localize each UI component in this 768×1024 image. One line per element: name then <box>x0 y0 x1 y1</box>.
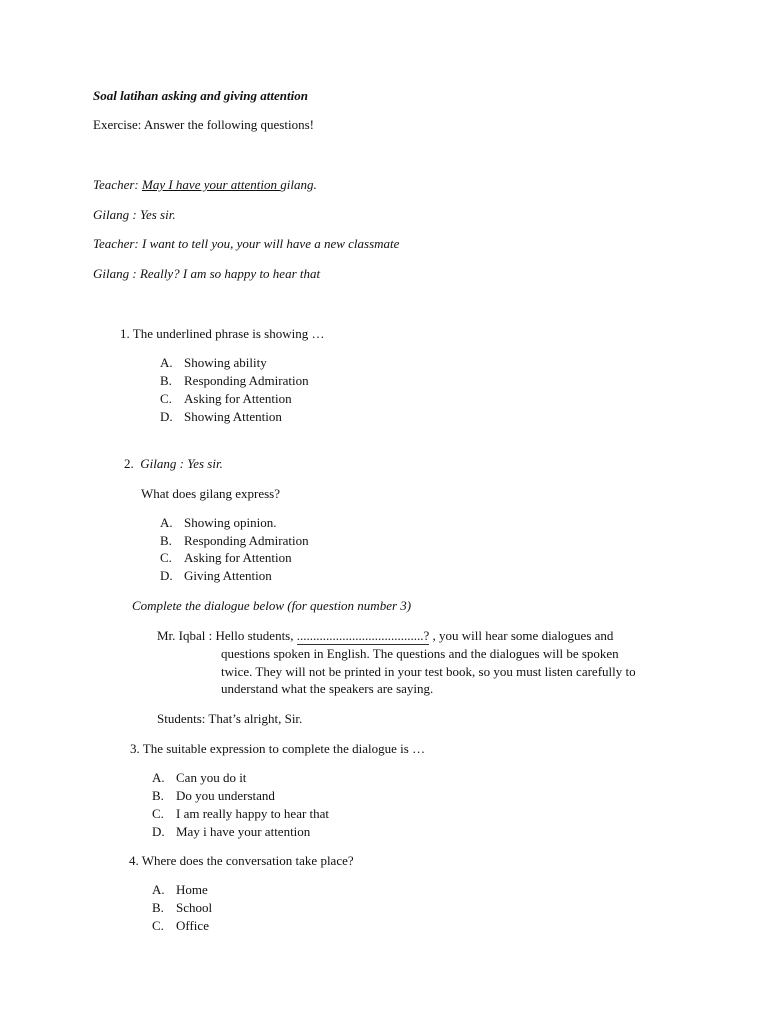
iqbal-line-2: questions spoken in English. The questions and the dialogues will be spoken <box>221 646 619 661</box>
dialogue-line-3: Teacher: I want to tell you, your will have a new classmate <box>93 236 400 251</box>
option-2d: D. Giving Attention <box>160 568 272 583</box>
question-4: 4. Where does the conversation take place? <box>129 853 354 868</box>
option-4a: A. Home <box>152 882 208 897</box>
question-1: 1. The underlined phrase is showing … <box>120 326 325 341</box>
underlined-phrase: May I have your attention <box>142 177 281 192</box>
option-2b: B. Responding Admiration <box>160 533 309 548</box>
option-2a: A. Showing opinion. <box>160 515 277 530</box>
question-2-quote: 2. Gilang : Yes sir. <box>124 456 223 471</box>
dialogue-line-4: Gilang : Really? I am so happy to hear that <box>93 266 321 281</box>
question-2: What does gilang express? <box>141 486 280 501</box>
page-title: Soal latihan asking and giving attention <box>93 88 308 103</box>
option-3b: B. Do you understand <box>152 788 275 803</box>
option-3d: D. May i have your attention <box>152 824 311 839</box>
dialogue-iqbal <box>157 628 613 645</box>
speaker-iqbal: Mr. Iqbal : Hello students, <box>157 628 294 643</box>
students-reply: Students: That’s alright, Sir. <box>157 711 303 726</box>
option-4c: C. Office <box>152 918 209 933</box>
option-3c: C. I am really happy to hear that <box>152 806 330 821</box>
instruction: Exercise: Answer the following questions! <box>93 117 314 132</box>
dialogue-line-1-rest: gilang. <box>280 177 317 192</box>
speaker-teacher: Teacher: <box>93 177 139 192</box>
question-3: 3. The suitable expression to complete the dialogue is … <box>130 741 426 756</box>
option-1d: D. Showing Attention <box>160 409 282 424</box>
iqbal-line-4: understand what the speakers are saying. <box>221 681 434 696</box>
dialogue-line-2: Gilang : Yes sir. <box>93 207 176 222</box>
option-3a: A. Can you do it <box>152 770 247 785</box>
option-1a: A. Showing ability <box>160 355 267 370</box>
option-2c: C. Asking for Attention <box>160 550 292 565</box>
blank-line: .......................................? <box>296 628 430 643</box>
option-4b: B. School <box>152 900 213 915</box>
dialogue-line-1 <box>93 177 317 193</box>
option-1b: B. Responding Admiration <box>160 373 309 388</box>
section-heading: Complete the dialogue below (for question number 3) <box>132 598 412 613</box>
option-1c: C. Asking for Attention <box>160 391 292 406</box>
iqbal-line-3: twice. They will not be printed in your test book, so you must listen carefully to <box>221 664 636 679</box>
iqbal-line-1: , you will hear some dialogues and <box>432 628 614 643</box>
